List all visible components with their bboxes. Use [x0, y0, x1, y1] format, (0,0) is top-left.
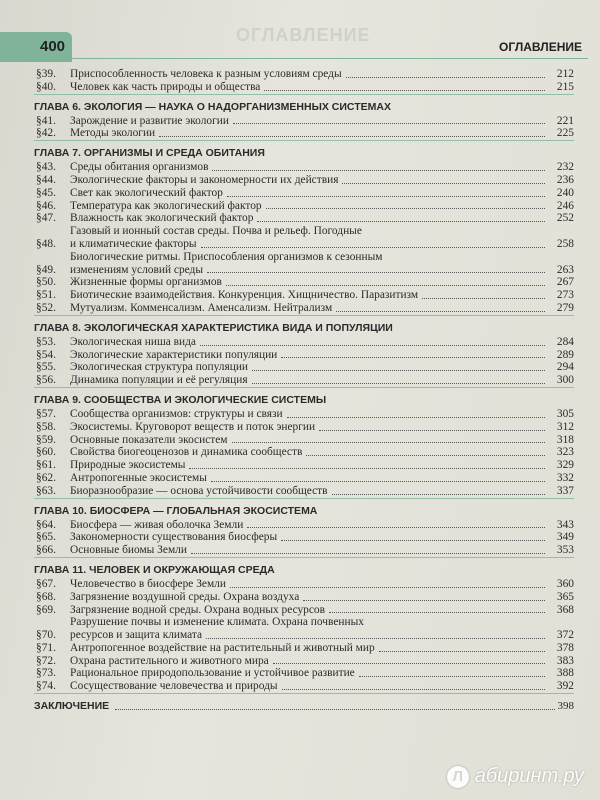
toc-entry [34, 446, 574, 459]
page-ref: 343 [556, 518, 574, 531]
section-title-line2: ресурсов и защита климата [70, 629, 203, 642]
section-title: Антропогенные экосистемы [70, 471, 207, 484]
section-title: Экологические факторы и закономерности их действия [70, 173, 339, 186]
section-title: Влажность как экологический фактор [70, 212, 254, 225]
leader-dots [303, 600, 545, 601]
leader-dots [159, 136, 545, 137]
section-number: §57. [36, 407, 56, 420]
section-number: §47. [36, 212, 56, 225]
page-ref: 392 [556, 680, 574, 693]
chapter-heading: ГЛАВА 6. ЭКОЛОГИЯ — НАУКА О НАДОРГАНИЗМЕННЫХ СИСТЕМАХ [34, 94, 574, 115]
header-title: ОГЛАВЛЕНИЕ [498, 40, 582, 54]
section-number: §74. [36, 680, 56, 693]
toc-entry [34, 161, 574, 174]
chapter-heading: ГЛАВА 7. ОРГАНИЗМЫ И СРЕДА ОБИТАНИЯ [34, 140, 574, 161]
page-ref: 212 [556, 68, 574, 80]
page-ref: 294 [556, 361, 574, 374]
section-number: §63. [36, 484, 56, 497]
section-number: §66. [36, 544, 56, 557]
chapter-heading: ГЛАВА 8. ЭКОЛОГИЧЕСКАЯ ХАРАКТЕРИСТИКА ВИДА И ПОПУЛЯЦИИ [34, 315, 574, 336]
section-title-line1: Разрушение почвы и изменение климата. Охрана почвенных [70, 616, 364, 629]
section-title: Охрана растительного и животного мира [70, 654, 269, 667]
section-title: Биоразнообразие — основа устойчивости сообществ [70, 484, 328, 497]
section-title: Загрязнение воздушной среды. Охрана воздуха [70, 590, 300, 603]
toc-entry [34, 655, 574, 668]
section-title: Основные биомы Земли [70, 544, 187, 557]
toc-entry [34, 251, 574, 277]
page-ref: 332 [556, 471, 574, 484]
watermark [447, 765, 584, 788]
leader-dots [379, 651, 545, 652]
leader-dots [319, 430, 545, 431]
section-title: Биотические взаимодействия. Конкуренция. Хищничество. Паразитизм [70, 289, 419, 302]
toc-entry [34, 591, 574, 604]
section-number: §49. [36, 263, 56, 276]
leader-dots [226, 285, 545, 286]
leader-dots [191, 553, 545, 554]
section-number: §56. [36, 374, 56, 387]
page-ref: 267 [556, 276, 574, 289]
leader-dots [346, 77, 545, 78]
section-title: Среды обитания организмов [70, 161, 209, 174]
toc-entry [34, 604, 574, 617]
leader-dots [306, 455, 545, 456]
section-number: §72. [36, 654, 56, 667]
leader-dots [232, 442, 545, 443]
leader-dots [252, 383, 545, 384]
leader-dots [233, 123, 545, 124]
section-title-line1: Газовый и ионный состав среды. Почва и рельеф. Погодные [70, 225, 362, 238]
section-title: Зарождение и развитие экологии [70, 114, 229, 127]
toc-entry [34, 434, 574, 447]
page-ref: 273 [556, 289, 574, 302]
leader-dots [189, 468, 545, 469]
toc-entry [34, 276, 574, 289]
leader-dots [422, 298, 545, 299]
page-header [0, 25, 600, 62]
toc-entry [34, 408, 574, 421]
page-ref: 378 [556, 641, 574, 654]
toc-entry [34, 225, 574, 251]
section-title: Экологическая структура популяции [70, 361, 249, 374]
toc-entry [34, 174, 574, 187]
section-number: §58. [36, 420, 56, 433]
leader-dots [282, 689, 545, 690]
section-number: §40. [36, 80, 56, 93]
section-number: §65. [36, 531, 56, 544]
section-title: Сообщества организмов: структуры и связи [70, 407, 283, 420]
leader-dots [273, 663, 545, 664]
section-title: Жизненные формы организмов [70, 276, 222, 289]
header-ghost-title: ОГЛАВЛЕНИЕ [236, 25, 371, 45]
toc-entry [34, 667, 574, 680]
chapter-heading: ГЛАВА 11. ЧЕЛОВЕК И ОКРУЖАЮЩАЯ СРЕДА [34, 557, 574, 578]
leader-dots [207, 272, 545, 273]
section-number: §55. [36, 361, 56, 374]
section-title: Основные показатели экосистем [70, 433, 228, 446]
toc-entry [34, 485, 574, 498]
conclusion-title: ЗАКЛЮЧЕНИЕ [34, 700, 110, 713]
section-title: Природные экосистемы [70, 459, 186, 472]
toc-entry [34, 81, 574, 94]
page-ref: 305 [556, 407, 574, 420]
section-number: §44. [36, 173, 56, 186]
page-ref: 360 [556, 577, 574, 590]
page-ref: 372 [556, 629, 574, 642]
leader-dots [257, 221, 545, 222]
toc-entry [34, 642, 574, 655]
section-number: §50. [36, 276, 56, 289]
page-ref: 365 [556, 590, 574, 603]
page-ref: 318 [556, 433, 574, 446]
section-number: §62. [36, 471, 56, 484]
section-number: §67. [36, 577, 56, 590]
toc-entry [34, 544, 574, 557]
section-number: §73. [36, 667, 56, 680]
section-number: §60. [36, 446, 56, 459]
section-title-line2: изменениям условий среды [70, 263, 203, 276]
leader-dots [264, 90, 545, 91]
leader-dots [336, 311, 545, 312]
section-title: Мутуализм. Комменсализм. Аменсализм. Нейтрализм [70, 301, 333, 314]
section-title: Свойства биогеоценозов и динамика сообществ [70, 446, 303, 459]
page-ref: 258 [556, 237, 574, 250]
leader-dots [342, 183, 545, 184]
toc-entry [34, 472, 574, 485]
toc-entry [34, 519, 574, 532]
page-ref: 215 [556, 80, 574, 93]
section-title: Биосфера — живая оболочка Земли [70, 518, 244, 531]
page-ref: 337 [556, 484, 574, 497]
toc-entry [34, 68, 574, 81]
toc-entry [34, 616, 574, 642]
toc-entry [34, 115, 574, 128]
section-title: Закономерности существования биосферы [70, 531, 278, 544]
section-title: Температура как экологический фактор [70, 199, 262, 212]
leader-dots [200, 345, 545, 346]
toc-entry [34, 200, 574, 213]
section-number: §46. [36, 199, 56, 212]
section-number: §70. [36, 629, 56, 642]
page-ref: 221 [556, 114, 574, 127]
section-number: §69. [36, 603, 56, 616]
toc-entry [34, 531, 574, 544]
toc-entry [34, 336, 574, 349]
page-ref: 246 [556, 199, 574, 212]
leader-dots [227, 196, 545, 197]
page-ref: 353 [556, 544, 574, 557]
chapter-heading: ГЛАВА 9. СООБЩЕСТВА И ЭКОЛОГИЧЕСКИЕ СИСТЕМЫ [34, 387, 574, 408]
leader-dots [206, 638, 545, 639]
leader-dots [281, 357, 545, 358]
section-title-line2: и климатические факторы [70, 237, 197, 250]
leader-dots [281, 540, 545, 541]
page-ref: 263 [556, 263, 574, 276]
section-title: Человечество в биосфере Земли [70, 577, 226, 590]
section-title-line1: Биологические ритмы. Приспособления организмов к сезонным [70, 250, 383, 263]
page-number: 400 [40, 38, 66, 55]
section-title: Экологическая ниша вида [70, 335, 196, 348]
page-ref: 300 [556, 374, 574, 387]
section-number: §45. [36, 186, 56, 199]
section-title: Методы экологии [70, 127, 156, 140]
leader-dots [201, 247, 545, 248]
leader-dots [287, 417, 545, 418]
leader-dots [115, 709, 554, 710]
toc-entry [34, 578, 574, 591]
page-ref: 284 [556, 335, 574, 348]
leader-dots [329, 612, 545, 613]
section-number: §52. [36, 301, 56, 314]
page-ref: 368 [556, 603, 574, 616]
toc-entry [34, 349, 574, 362]
toc-entry [34, 212, 574, 225]
toc-entry [34, 361, 574, 374]
section-number: §53. [36, 335, 56, 348]
page-ref: 240 [556, 186, 574, 199]
toc-entry [34, 302, 574, 315]
page-ref: 289 [556, 348, 574, 361]
section-title: Сосуществование человечества и природы [70, 680, 278, 693]
section-title: Приспособленность человека к разным условиям среды [70, 68, 342, 80]
page-ref: 398 [557, 700, 574, 713]
toc-entry [34, 127, 574, 140]
leader-dots [359, 676, 545, 677]
section-number: §51. [36, 289, 56, 302]
leader-dots [212, 170, 545, 171]
leader-dots [252, 370, 545, 371]
page-ref: 236 [556, 173, 574, 186]
section-number: §42. [36, 127, 56, 140]
toc-entry [34, 289, 574, 302]
leader-dots [247, 527, 545, 528]
leader-dots [211, 481, 545, 482]
page-ref: 225 [556, 127, 574, 140]
labyrinth-logo-icon: Л [447, 766, 469, 788]
section-number: §54. [36, 348, 56, 361]
section-number: §59. [36, 433, 56, 446]
toc-entry [34, 459, 574, 472]
toc-entry [34, 187, 574, 200]
header-rule [72, 58, 588, 59]
page-ref: 383 [556, 654, 574, 667]
page-ref: 329 [556, 459, 574, 472]
section-title: Динамика популяции и её регуляция [70, 374, 248, 387]
page-ref: 388 [556, 667, 574, 680]
section-title: Экологические характеристики популяции [70, 348, 278, 361]
section-number: §41. [36, 114, 56, 127]
section-number: §68. [36, 590, 56, 603]
section-number: §39. [36, 68, 56, 80]
conclusion-entry [34, 693, 574, 714]
section-title: Человек как часть природы и общества [70, 80, 261, 93]
toc-entry [34, 680, 574, 693]
section-number: §43. [36, 161, 56, 174]
section-title: Рациональное природопользование и устойчивое развитие [70, 667, 355, 680]
leader-dots [230, 587, 545, 588]
leader-dots [332, 494, 545, 495]
section-title: Экосистемы. Круговорот веществ и поток энергии [70, 420, 316, 433]
page-ref: 349 [556, 531, 574, 544]
page-ref: 232 [556, 161, 574, 174]
leader-dots [266, 208, 545, 209]
page-ref: 312 [556, 420, 574, 433]
section-number: §48. [36, 237, 56, 250]
section-number: §64. [36, 518, 56, 531]
table-of-contents [34, 68, 574, 714]
watermark-text: абиринт.ру [474, 765, 584, 787]
page-ref: 252 [556, 212, 574, 225]
chapter-heading: ГЛАВА 10. БИОСФЕРА — ГЛОБАЛЬНАЯ ЭКОСИСТЕМА [34, 498, 574, 519]
toc-entry [34, 421, 574, 434]
section-title: Загрязнение водной среды. Охрана водных ресурсов [70, 603, 325, 616]
section-title: Антропогенное воздействие на растительный и животный мир [70, 641, 375, 654]
page-ref: 279 [556, 301, 574, 314]
section-number: §71. [36, 641, 56, 654]
toc-entry [34, 374, 574, 387]
section-title: Свет как экологический фактор [70, 186, 223, 199]
page-ref: 323 [556, 446, 574, 459]
section-number: §61. [36, 459, 56, 472]
